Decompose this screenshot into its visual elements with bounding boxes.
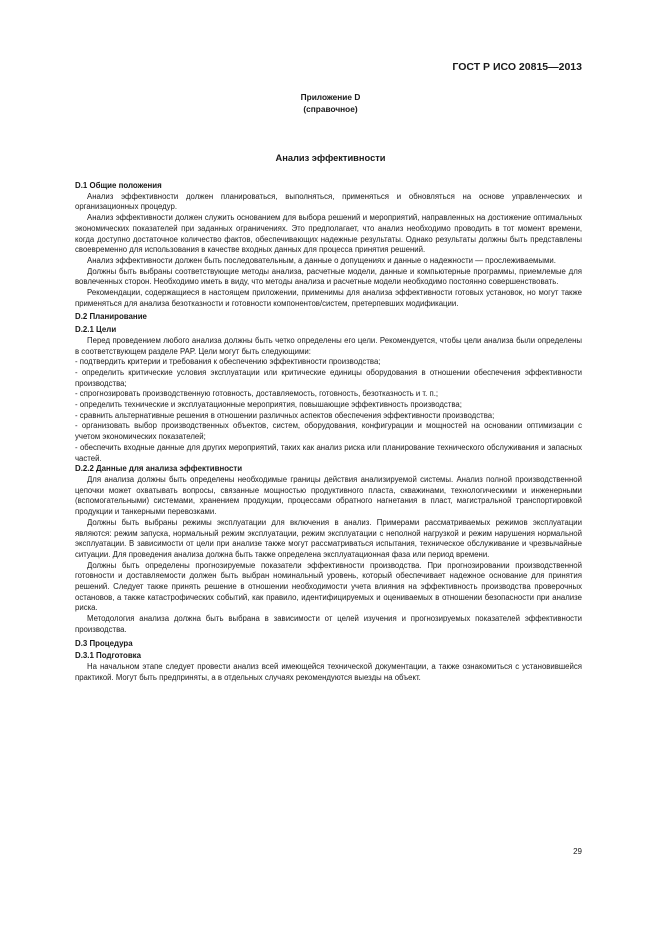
- paragraph: Анализ эффективности должен быть последовательным, а данные о допущениях и данные о надежности — прослеживаемыми.: [87, 255, 556, 265]
- subsection-heading-d31: D.3.1 Подготовка: [75, 651, 142, 661]
- paragraph: Должны быть выбраны режимы эксплуатации для включения в анализ. Примерами рассматриваемых режимов эксплуатации являются: режим запуска, нормальный режим эксплуатации, режим эксплуатации с неполной нагрузкой и режим нарушения нормальной эксплуатации. В зависимости от цели при анализе также могут рассматриваться испытания, техническое обслуживание и чрезвычайные ситуации. Для проведения анализа должна быть также определена эксплуатационная фаза или период времени.: [75, 517, 582, 559]
- paragraph: Для анализа должны быть определены необходимые границы действия анализируемой системы. Анализ полной производственной цепочки может охватывать вопросы, связанные мощностью продуктивного пласта, скважинами, технологическими и инженерными (вспомогательными) системами, хранением продукции, процессами обратного нагнетания в пласт, магистральной транспортировкой продукции и танкерными перевозками.: [75, 474, 582, 517]
- section-heading-d1: D.1 Общие положения: [75, 181, 162, 190]
- section-heading-d2: D.2 Планирование: [75, 312, 147, 322]
- list-item: - обеспечить входные данные для других мероприятий, таких как анализ риска или планирование технического обслуживания и запасных частей.: [75, 442, 582, 463]
- subsection-heading-d22: D.2.2 Данные для анализа эффективности: [75, 464, 243, 474]
- paragraph: Методология анализа должна быть выбрана в зависимости от целей изучения и прогнозируемых показателей эффективности производства.: [75, 614, 582, 634]
- section-heading-d3: D.3 Процедура: [75, 638, 133, 648]
- annex-heading: [0, 91, 661, 115]
- paragraph: На начальном этапе следует провести анализ всей имеющейся технической документации, а также ознакомиться с установившейся практикой. Могут быть предприняты, а в отдельных случаях рекомендуются выезды на объект.: [75, 661, 582, 682]
- page-number: 29: [573, 847, 582, 856]
- list-item: - определить критические условия эксплуатации или критические единицы оборудования в отношении обеспечения эффективности производства;: [75, 367, 582, 388]
- standard-header: ГОСТ Р ИСО 20815—2013: [452, 61, 582, 73]
- subsection-heading-d21: D.2.1 Цели: [75, 325, 117, 335]
- document-title: Анализ эффективности: [275, 153, 386, 163]
- paragraph: Должны быть определены прогнозируемые показатели эффективности производства. При прогнозировании производственной готовности и доставляемости должен быть выбран номинальный уровень, который обеспечивает надежное основание для принятия решений. Следует также принять решение в отношении необходимости учета влияния на эффективность производства проверочных остановов, а также катастрофических событий, как правило, идентифицируемых и оцениваемых в отношении безопасности при анализе риска.: [75, 560, 582, 613]
- list-item: - спрогнозировать производственную готовность, доставляемость, готовность, безотказность и т. п.;: [75, 389, 439, 399]
- paragraph: Перед проведением любого анализа должны быть четко определены его цели. Рекомендуется, чтобы цели анализа были определены в соответствующем разделе PAP. Цели могут быть следующими:: [75, 335, 582, 356]
- paragraph: Анализ эффективности должен служить основанием для выбора решений и мероприятий, направленных на достижение оптимальных экономических показателей при заданных ограничениях. Это предполагает, что анализ необходимо проводить в тот момент времени, когда доступно достаточное количество фактов, обеспечивающих надежные результаты. Однако результаты должны быть представлены своевременно для использования в качестве входных данных для процесса принятия решений.: [75, 213, 582, 255]
- paragraph: Анализ эффективности должен планироваться, выполняться, применяться и обновляться на основе управленческих и организационных процедур.: [75, 191, 582, 212]
- list-item: - подтвердить критерии и требования к обеспечению эффективности производства;: [75, 357, 381, 367]
- paragraph: Должны быть выбраны соответствующие методы анализа, расчетные модели, данные и компьютерные программы, приемлемые для вовлеченных сторон. Необходимо иметь в виду, что методы анализа и расчетные модели необходимо постоянно совершенствовать.: [75, 266, 582, 287]
- document-body: [75, 181, 582, 683]
- annex-title: Приложение D: [300, 92, 361, 102]
- list-item: - определить технические и эксплуатационные мероприятия, повышающие эффективность производства;: [75, 400, 462, 410]
- annex-type: (справочное): [303, 104, 358, 114]
- list-item: - сравнить альтернативные решения в отношении различных аспектов обеспечения эффективности производства;: [75, 410, 495, 420]
- paragraph: Рекомендации, содержащиеся в настоящем приложении, применимы для анализа эффективности готовых установок, но могут также применяться для анализа безотказности и готовности компонентов/систем, претерпевших модификации.: [75, 288, 582, 308]
- list-item: - организовать выбор производственных объектов, систем, оборудования, конфигурации и мощностей на основании оптимизации с учетом экономических показателей;: [75, 421, 582, 442]
